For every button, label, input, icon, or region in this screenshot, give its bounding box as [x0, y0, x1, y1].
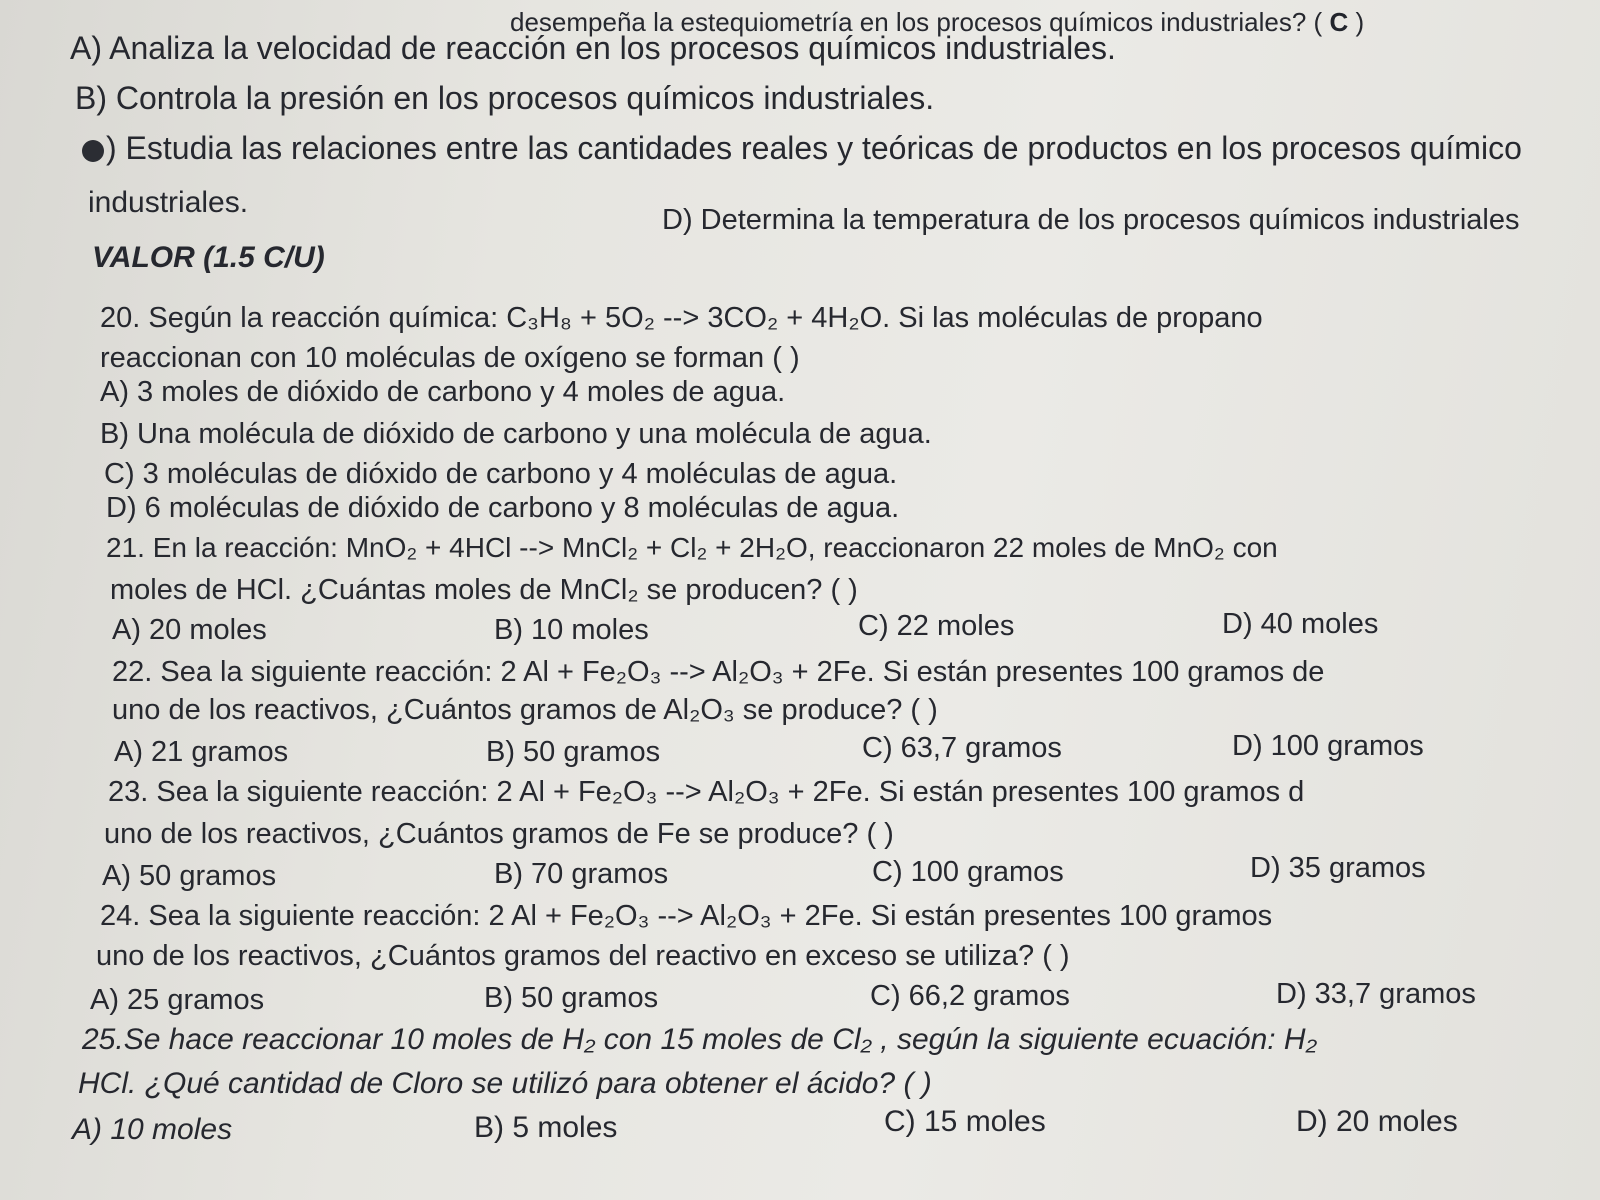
- q25-option-b: B) 5 moles: [474, 1111, 618, 1144]
- q24-option-c: C) 66,2 gramos: [870, 980, 1070, 1012]
- q22-option-c: C) 63,7 gramos: [862, 732, 1062, 764]
- q25-option-d: D) 20 moles: [1296, 1105, 1458, 1138]
- q20-option-c: C) 3 moléculas de dióxido de carbono y 4 moléculas de agua.: [104, 458, 898, 490]
- q22-option-d: D) 100 gramos: [1232, 730, 1424, 762]
- circled-answer-mark: [82, 140, 104, 162]
- q21-option-a: A) 20 moles: [112, 614, 267, 646]
- q24-stem-cont: uno de los reactivos, ¿Cuántos gramos del reactivo en exceso se utiliza? ( ): [96, 940, 1070, 972]
- q20-stem-cont: reaccionan con 10 moléculas de oxígeno se forman ( ): [100, 342, 800, 374]
- q22-option-b: B) 50 gramos: [486, 736, 661, 768]
- intro-option-c-letter: ): [106, 130, 117, 166]
- q20-stem: 20. Según la reacción química: C₃H₈ + 5O₂ --> 3CO₂ + 4H₂O. Si las moléculas de propano: [100, 302, 1263, 334]
- intro-option-d: D) Determina la temperatura de los procesos químicos industriales: [662, 204, 1520, 236]
- intro-option-c: [82, 130, 1522, 166]
- q24-option-a: A) 25 gramos: [90, 984, 265, 1016]
- q24-option-b: B) 50 gramos: [484, 982, 659, 1014]
- intro-option-c-cont: industriales.: [88, 186, 249, 219]
- q21-stem: 21. En la reacción: MnO₂ + 4HCl --> MnCl₂ + Cl₂ + 2H₂O, reaccionaron 22 moles de MnO₂ con: [106, 532, 1278, 563]
- q25-option-a: A) 10 moles: [72, 1113, 233, 1146]
- intro-option-b: B) Controla la presión en los procesos químicos industriales.: [75, 80, 935, 116]
- q22-stem: 22. Sea la siguiente reacción: 2 Al + Fe₂O₃ --> Al₂O₃ + 2Fe. Si están presentes 100 gramos de: [112, 656, 1325, 688]
- q23-option-a: A) 50 gramos: [102, 860, 277, 892]
- q25-stem-cont: HCl. ¿Qué cantidad de Cloro se utilizó para obtener el ácido? ( ): [78, 1067, 932, 1100]
- q20-option-a: A) 3 moles de dióxido de carbono y 4 moles de agua.: [100, 376, 786, 408]
- q23-option-b: B) 70 gramos: [494, 858, 669, 890]
- intro-option-c-text: Estudia las relaciones entre las cantidades reales y teóricas de productos en los procesos químico: [125, 130, 1522, 166]
- q21-stem-cont: moles de HCl. ¿Cuántas moles de MnCl₂ se producen? ( ): [110, 574, 858, 606]
- intro-close-paren: ): [1355, 7, 1365, 37]
- q23-option-c: C) 100 gramos: [872, 856, 1064, 888]
- q25-option-c: C) 15 moles: [884, 1105, 1046, 1138]
- q23-stem: 23. Sea la siguiente reacción: 2 Al + Fe₂O₃ --> Al₂O₃ + 2Fe. Si están presentes 100 gramos d: [108, 776, 1305, 808]
- valor-heading: VALOR (1.5 C/U): [92, 241, 325, 274]
- q23-option-d: D) 35 gramos: [1250, 852, 1426, 884]
- q21-option-b: B) 10 moles: [494, 614, 649, 646]
- q21-option-c: C) 22 moles: [858, 610, 1015, 642]
- q24-stem: 24. Sea la siguiente reacción: 2 Al + Fe₂O₃ --> Al₂O₃ + 2Fe. Si están presentes 100 gramos: [100, 900, 1273, 932]
- q20-option-b: B) Una molécula de dióxido de carbono y una molécula de agua.: [100, 418, 932, 450]
- intro-option-a: A) Analiza la velocidad de reacción en los procesos químicos industriales.: [70, 30, 1116, 66]
- q24-option-d: D) 33,7 gramos: [1276, 978, 1476, 1010]
- q20-option-d: D) 6 moléculas de dióxido de carbono y 8 moléculas de agua.: [106, 492, 900, 524]
- q22-option-a: A) 21 gramos: [114, 736, 289, 768]
- intro-answer-mark: C: [1329, 7, 1349, 37]
- q25-stem: 25.Se hace reaccionar 10 moles de H₂ con 15 moles de Cl₂ , según la siguiente ecuación: H₂: [82, 1023, 1318, 1056]
- intro-question-text: desempeña la estequiometría en los procesos químicos industriales? (: [510, 7, 1323, 37]
- q21-option-d: D) 40 moles: [1222, 608, 1379, 640]
- q23-stem-cont: uno de los reactivos, ¿Cuántos gramos de Fe se produce? ( ): [104, 818, 894, 850]
- q22-stem-cont: uno de los reactivos, ¿Cuántos gramos de Al₂O₃ se produce? ( ): [112, 694, 938, 726]
